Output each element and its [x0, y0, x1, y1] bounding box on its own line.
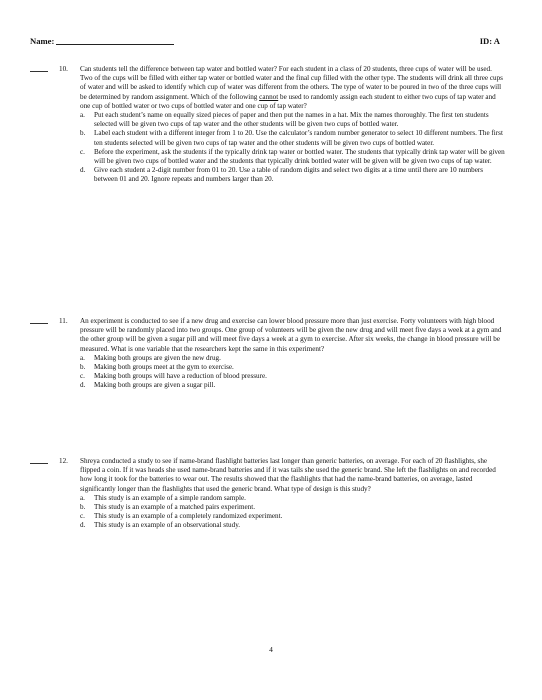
choice-text: Making both groups are given the new drug.: [94, 353, 221, 362]
choice-letter: b.: [80, 503, 86, 512]
id-label: ID: A: [479, 36, 500, 46]
question-text: An experiment is conducted to see if a new drug and exercise can lower blood pressure more than just exercise. Forty volunteers with high blood pressure will be randomly placed into two groups. One group of volunteers will be given the new drug and will meet five days a week at a gym and the other group will be given a sugar pill and will meet five days a week at a gym to exercise. After six weeks, the change in blood pressure will be measured. What is one variable that the researchers kept the same in this experiment?: [80, 317, 502, 353]
answer-blank: [30, 71, 48, 72]
answer-choice-a: [80, 494, 506, 503]
choice-text: This study is an example of an observational study.: [94, 521, 241, 530]
choice-letter: a.: [80, 493, 85, 502]
question-body: [80, 457, 506, 531]
choice-text: This study is an example of a simple random sample.: [94, 493, 246, 502]
question-text-part: be used to randomly assign each student to either two cups of tap water and one cup of bottled water or two cups of bottled water and one cup of tap water?: [80, 92, 496, 110]
answer-choice-b: [80, 503, 506, 512]
answer-choice-b: [80, 129, 506, 147]
choice-text: Label each student with a different integer from 1 to 20. Use the calculator’s random number generator to select 10 different numbers. The first ten students selected will be given two cups of tap water and the other students will be given two cups of bottled water.: [94, 129, 503, 147]
question-body: [80, 65, 506, 185]
question-number: 10.: [59, 65, 68, 73]
choice-letter: d.: [80, 166, 86, 175]
answer-choice-d: [80, 381, 506, 390]
page-number: 4: [269, 645, 273, 654]
name-label: Name:: [30, 36, 55, 46]
name-blank-line: [56, 36, 174, 45]
question-10: [30, 65, 506, 185]
choice-text: This study is an example of a matched pairs experiment.: [94, 503, 256, 512]
choice-text: Put each student’s name on equally sized pieces of paper and then put the names in a hat. Mix the names thoroughly. The first ten students selected will be given two cups of tap water and the other students will be given two cups of bottled water.: [94, 111, 489, 129]
choice-letter: b.: [80, 363, 86, 372]
choice-letter: b.: [80, 129, 86, 138]
choice-text: Making both groups are given a sugar pill.: [94, 381, 216, 390]
choice-text: Making both groups will have a reduction of blood pressure.: [94, 372, 267, 381]
answer-choice-b: [80, 363, 506, 372]
answer-blank: [30, 463, 48, 464]
answer-choice-c: [80, 372, 506, 381]
choice-text: Give each student a 2-digit number from 01 to 20. Use a table of random digits and select two digits at a time until there are 10 numbers between 01 and 20. Ignore repeats and numbers larger than 20.: [94, 166, 484, 184]
answer-choice-c: [80, 512, 506, 521]
choice-letter: c.: [80, 512, 85, 521]
choice-text: This study is an example of a completely randomized experiment.: [94, 512, 283, 521]
choice-text: Before the experiment, ask the students if the typically drink tap water or bottled water. The students that typically drink tap water will be given will be given two cups of bottled water and the students that typically drink bottled water will be given will be given two cups of tap water.: [94, 147, 505, 166]
answer-choice-a: [80, 111, 506, 129]
answer-choice-a: [80, 354, 506, 363]
name-field: [30, 36, 174, 46]
choice-letter: c.: [80, 372, 85, 381]
choice-letter: a.: [80, 111, 85, 120]
question-number: 11.: [59, 317, 68, 325]
answer-choice-d: [80, 521, 506, 530]
choice-letter: d.: [80, 381, 86, 390]
choice-text: Making both groups meet at the gym to exercise.: [94, 363, 234, 372]
choice-letter: c.: [80, 147, 85, 156]
question-text-part: Can students tell the difference between tap water and bottled water? For each student in a class of 20 students, three cups of water will be used. Two of the cups will be filled with either tap water or bottled water and the final cup filled with the other type. The students will drink all three cups of water and will be asked to identify which cup of water was different from the others. The type of water to be poured in two of the three cups will be determined by random assignment. Which of the following: [80, 65, 503, 101]
page-header: [30, 36, 500, 48]
question-11: [30, 317, 506, 391]
question-text: Shreya conducted a study to see if name-brand flashlight batteries last longer than generic batteries, on average. For each of 20 flashlights, she flipped a coin. If it was heads she used name-brand batteries and if it was tails she used the generic brand. She left the flashlights on and recorded how long it took for the batteries to wear out. The results showed that the flashlights that had the name-brand batteries, on average, lasted significantly longer than the flashlights that used the generic brand. What type of design is this study?: [80, 457, 496, 493]
question-body: [80, 317, 506, 391]
answer-choice-c: [80, 148, 506, 166]
choice-letter: a.: [80, 353, 85, 362]
emphasized-word: cannot: [259, 92, 279, 101]
answer-choice-d: [80, 166, 506, 184]
choice-letter: d.: [80, 521, 86, 530]
question-text: [80, 65, 506, 111]
question-12: [30, 457, 506, 531]
answer-blank: [30, 323, 48, 324]
question-number: 12.: [59, 457, 68, 465]
